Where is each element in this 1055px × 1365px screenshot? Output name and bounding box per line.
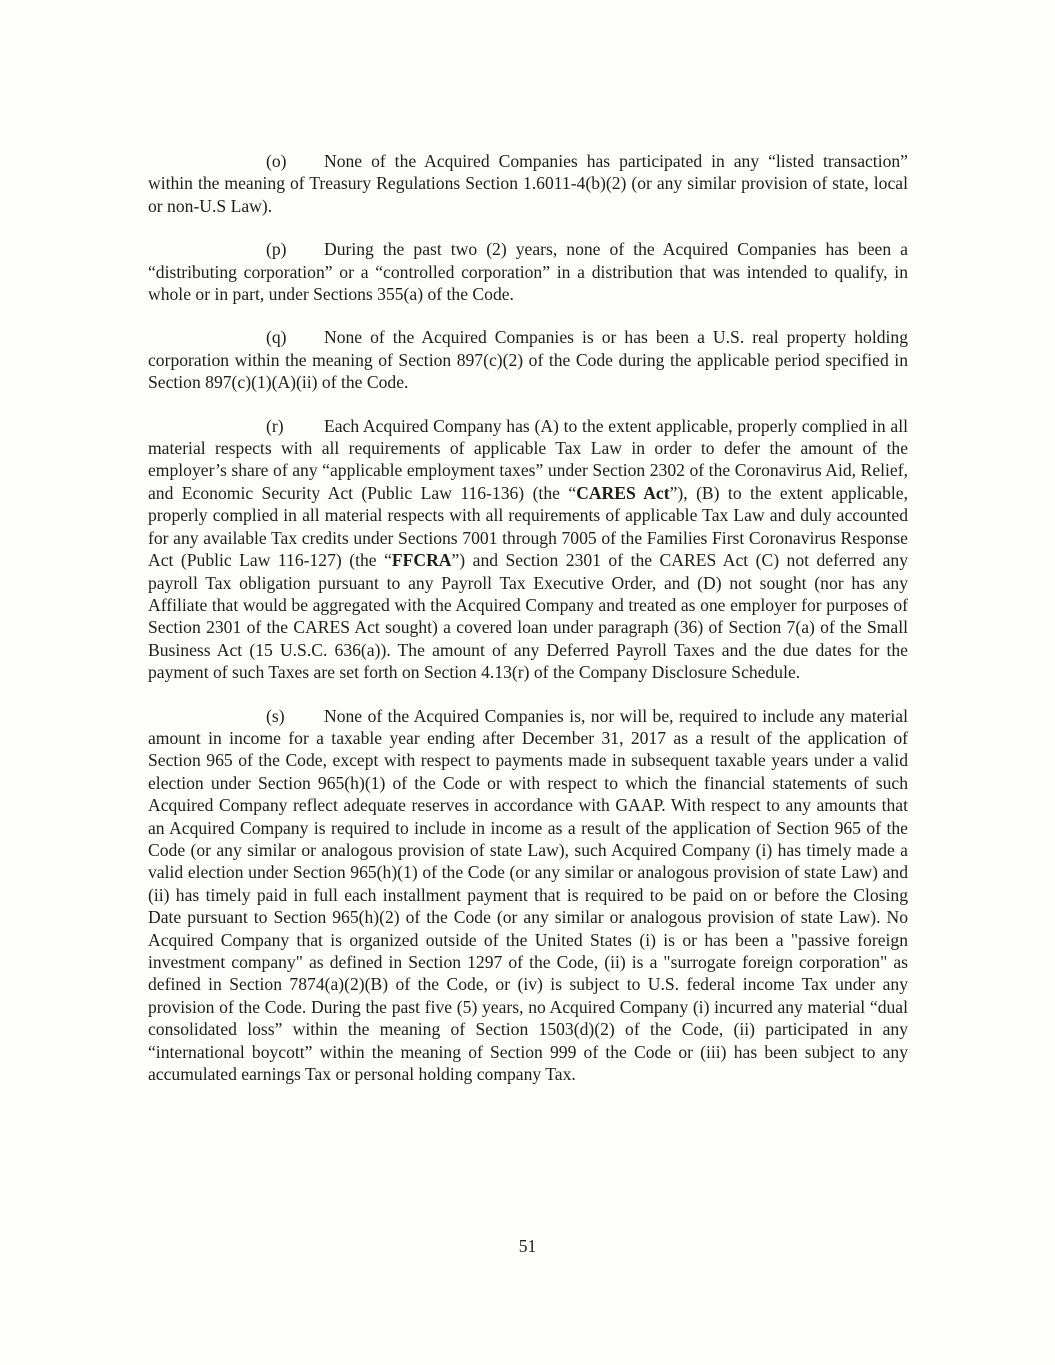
paragraph-label: (r) xyxy=(266,415,284,436)
document-body xyxy=(148,150,908,1106)
paragraph-text: None of the Acquired Companies is or has been a U.S. real property holding corporation within the meaning of Section 897(c)(2) of the Code during the applicable period specified in Section 897(c)(1)(A)(ii) of the Code. xyxy=(148,327,908,393)
paragraph-label: (o) xyxy=(266,151,287,171)
paragraph-label: (s) xyxy=(266,705,285,726)
paragraph-text: ”), (B) to the extent applicable, properly complied in all material respects with all requirements of applicable Tax Law and duly accounted for any available Tax credits under Sections 7001 through 7005 of the Families First Coronavirus Response Act (Public Law 116-127) (the “ xyxy=(148,482,908,571)
paragraph-text: ”) and Section 2301 of the CARES Act (C) not deferred any payroll Tax obligation pursuant to any Payroll Tax Executive Order, and (D) not sought (nor has any Affiliate that would be aggregated with the Acquired Company and treated as one employer for purposes of Section 2301 of the CARES Act sought) a covered loan under paragraph (36) of Section 7(a) of the Small Business Act (15 U.S.C. 636(a)). The amount of any Deferred Payroll Taxes and the due dates for the payment of such Taxes are set forth on Section 4.13(r) of the Company Disclosure Schedule. xyxy=(148,550,908,683)
paragraph-label: (q) xyxy=(266,327,287,348)
page-number: 51 xyxy=(518,1236,537,1256)
paragraph-text: None of the Acquired Companies is, nor will be, required to include any material amount in income for a taxable year ending after December 31, 2017 as a result of the application of Section 965 of the Code, except with respect to payments made in subsequent taxable years under a valid election under Section 965(h)(1) of the Code or with respect to which the financial statements of such Acquired Company reflect adequate reserves in accordance with GAAP. With respect to any amounts that an Acquired Company is required to include in income as a result of the application of Section 965 of the Code (or any similar or analogous provision of state Law), such Acquired Company (i) has timely made a valid election under Section 965(h)(1) of the Code (or any similar or analogous provision of state Law) and (ii) has timely paid in full each installment payment that is required to be paid on or before the Closing Date pursuant to Section 965(h)(2) of the Code (or any similar or analogous provision of state Law). No Acquired Company that is organized outside of the United States (i) is or has been a "passive foreign investment company" as defined in Section 1297 of the Code, (ii) is a "surrogate foreign corporation" as defined in Section 7874(a)(2)(B) of the Code, or (iv) is subject to U.S. federal income Tax under any provision of the Code. During the past five (5) years, no Acquired Company (i) incurred any material “dual consolidated loss” within the meaning of Section 1503(d)(2) of the Code, (ii) participated in any “international boycott” within the meaning of Section 999 of the Code or (iii) has been subject to any accumulated earnings Tax or personal holding company Tax. xyxy=(148,705,908,1085)
paragraph-s xyxy=(148,705,908,1086)
paragraph-r xyxy=(148,415,908,684)
paragraph-text: None of the Acquired Companies has participated in any “listed transaction” within the meaning of Treasury Regulations Section 1.6011-4(b)(2) (or any similar provision of state, local or non-U.S Law). xyxy=(148,151,908,216)
paragraph-o xyxy=(148,150,908,217)
paragraph-q xyxy=(148,326,908,393)
defined-term-cares-act: CARES Act xyxy=(576,482,670,503)
paragraph-p xyxy=(148,238,908,305)
paragraph-text: Each Acquired Company has (A) to the extent applicable, properly complied in all material respects with all requirements of applicable Tax Law in order to defer the amount of the employer’s share of any “applicable employment taxes” under Section 2302 of the Coronavirus Aid, Relief, and Economic Security Act (Public Law 116-136) (the “ xyxy=(148,415,908,503)
paragraph-text: During the past two (2) years, none of the Acquired Companies has been a “distributing corporation” or a “controlled corporation” in a distribution that was intended to qualify, in whole or in part, under Sections 355(a) of the Code. xyxy=(148,239,908,305)
defined-term-ffcra: FFCRA xyxy=(391,550,452,571)
paragraph-label: (p) xyxy=(266,239,287,260)
